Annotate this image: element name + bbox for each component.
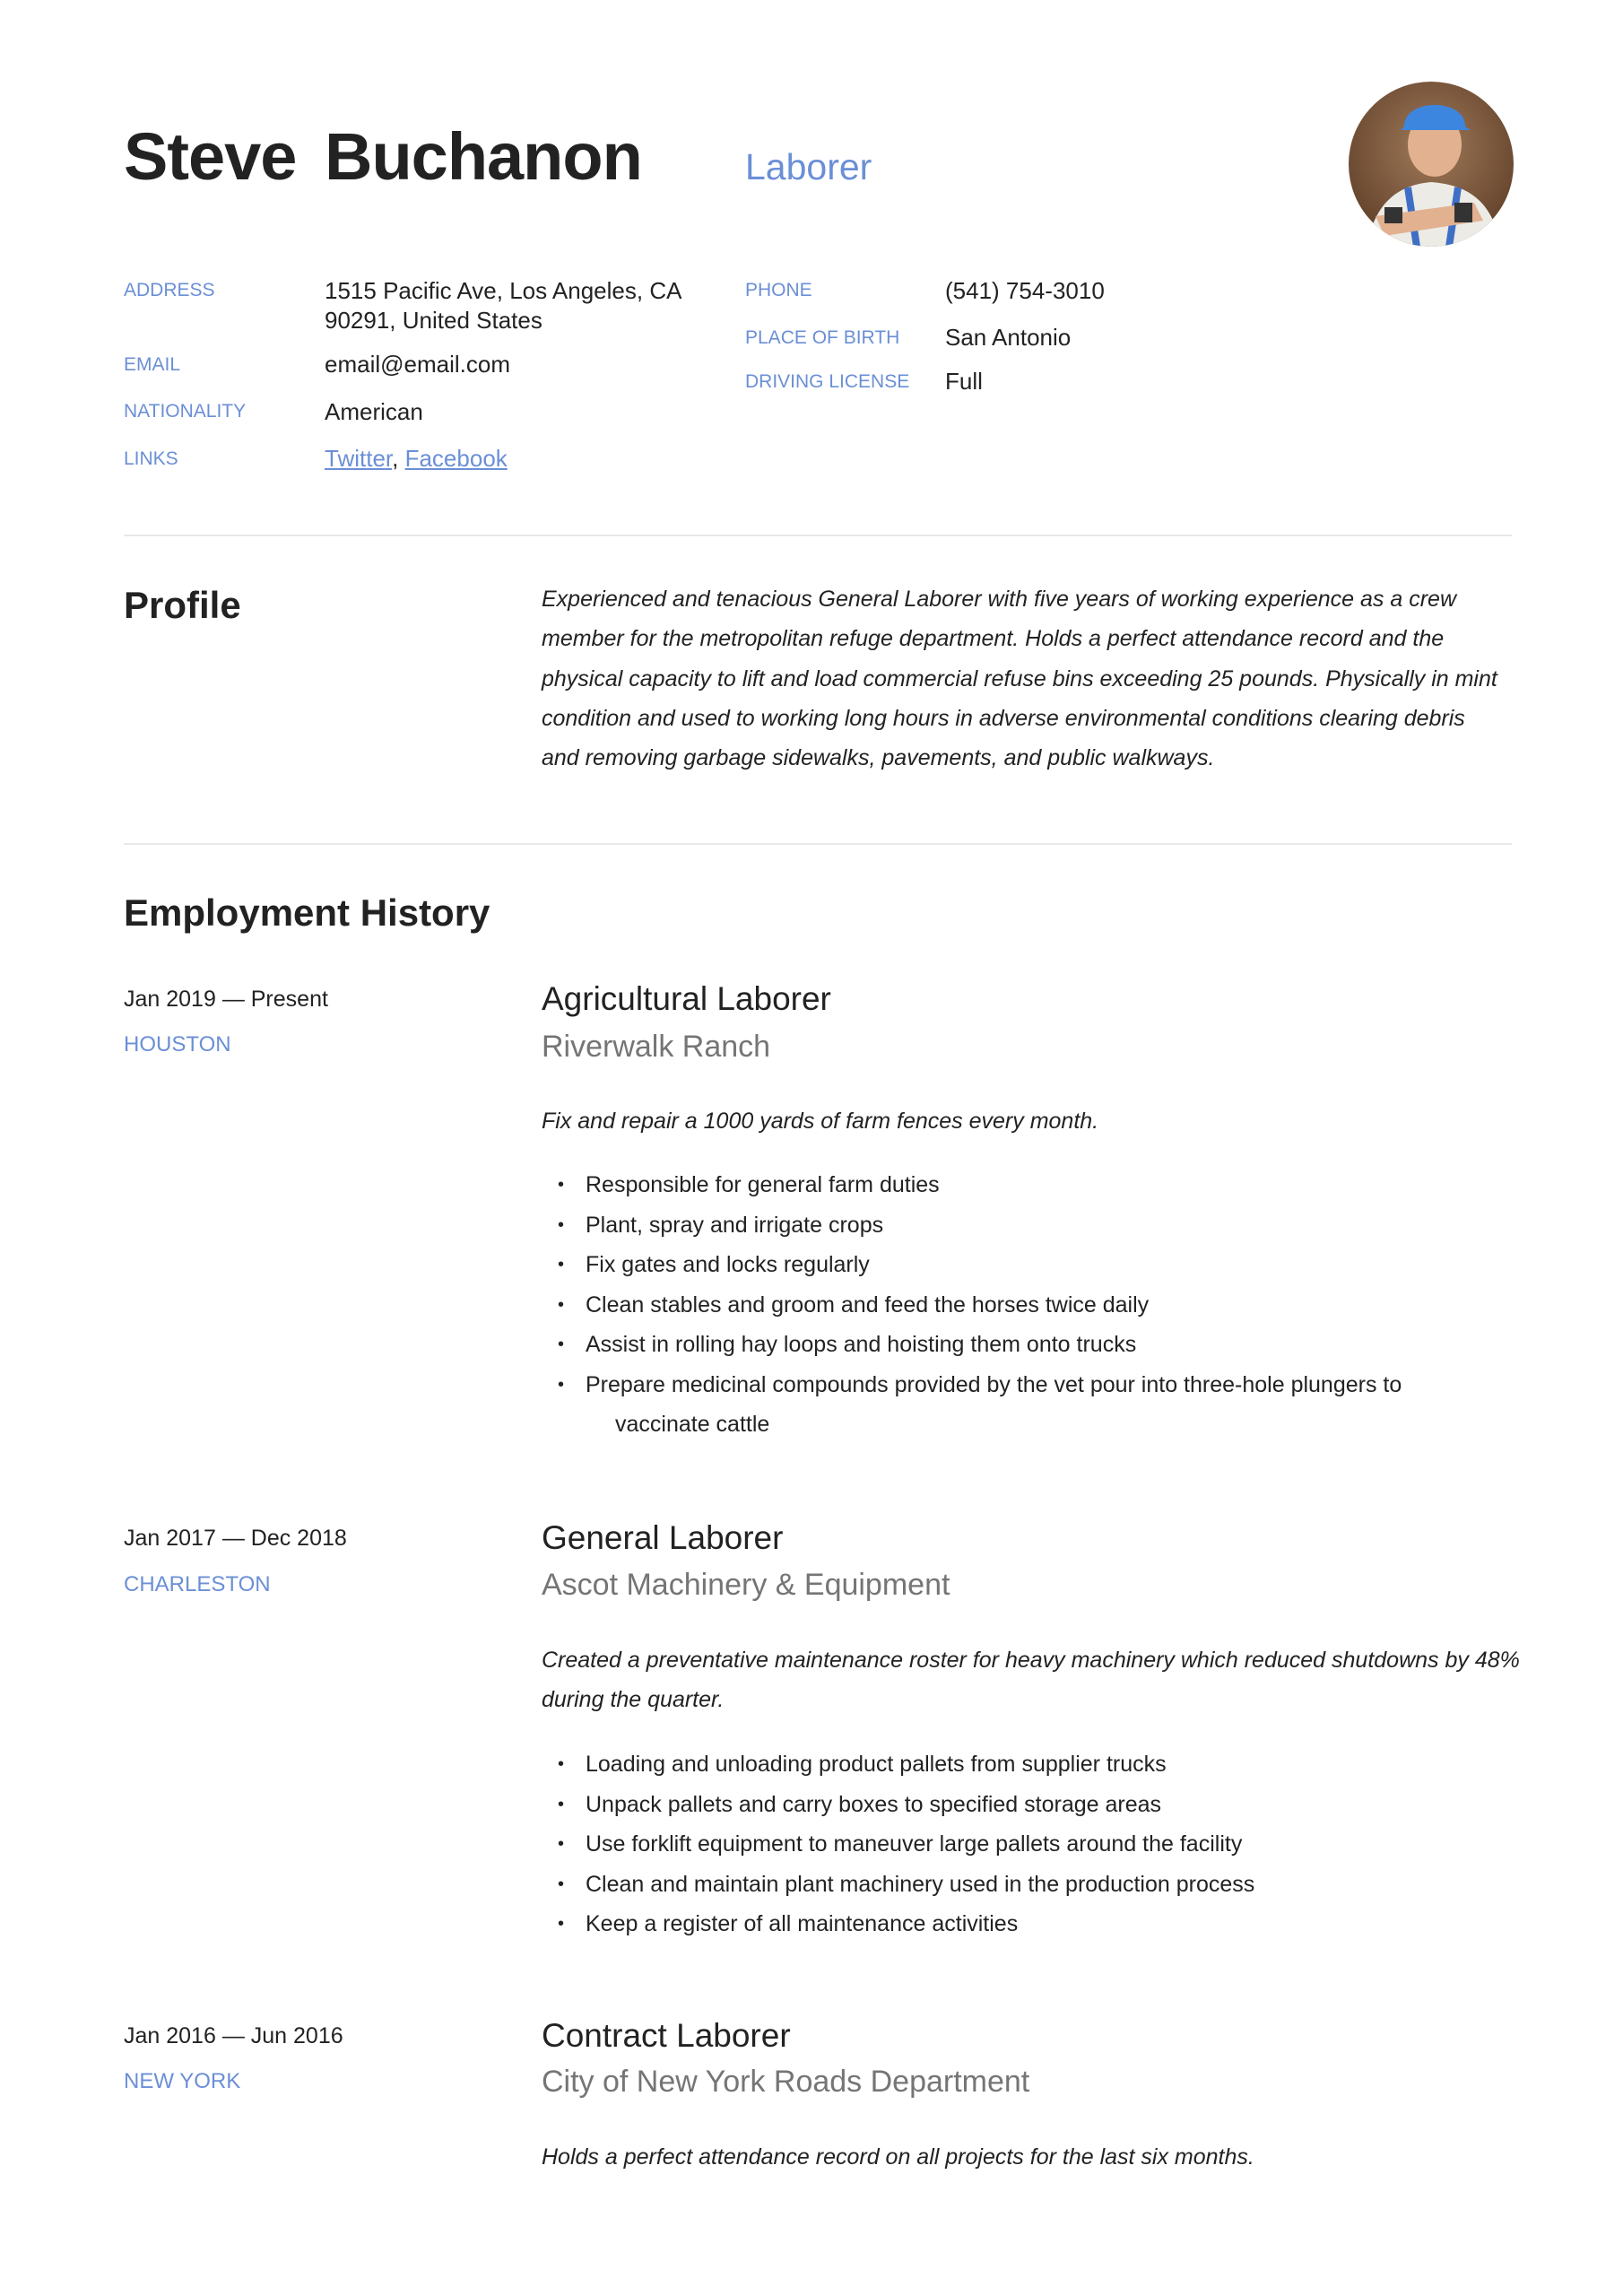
list-item — [542, 1285, 1402, 1326]
nationality-value: American — [325, 398, 423, 425]
twitter-link[interactable]: Twitter — [325, 445, 393, 472]
list-item-text: Loading and unloading product pallets from supplier trucks — [586, 1752, 1167, 1777]
bullet-icon: • — [558, 1794, 565, 1814]
job-description — [542, 1640, 1520, 1719]
job-bullets — [542, 1165, 1402, 1445]
list-item-text: Responsible for general farm duties — [586, 1172, 940, 1197]
list-item-text: Plant, spray and irrigate crops — [586, 1212, 884, 1238]
email-value: email@email.com — [325, 351, 510, 378]
list-item — [542, 1245, 1402, 1285]
job-description-line: Fix and repair a 1000 yards of farm fences every month. — [542, 1109, 1099, 1134]
bullet-icon: • — [558, 1374, 565, 1395]
divider — [124, 535, 1512, 536]
job-company: Ascot Machinery & Equipment — [542, 1568, 950, 1602]
job-dates: Jan 2017 — Dec 2018 — [124, 1526, 347, 1551]
candidate-name: Steve Buchanon — [124, 119, 642, 194]
bullet-icon: • — [558, 1834, 565, 1854]
address-line-2: 90291, United States — [325, 307, 542, 334]
profile-line: physical capacity to lift and load commercial refuse bins exceeding 25 pounds. Physically in mint — [542, 665, 1497, 691]
phone-label: PHONE — [745, 280, 812, 300]
bullet-icon: • — [558, 1914, 565, 1934]
bullet-icon: • — [558, 1754, 565, 1774]
list-item-text: Fix gates and locks regularly — [586, 1252, 870, 1277]
job-description — [542, 1101, 1098, 1141]
list-item-continuation: vaccinate cattle — [615, 1412, 770, 1437]
list-item-text: Assist in rolling hay loops and hoisting them onto trucks — [586, 1332, 1137, 1357]
list-item-text: Prepare medicinal compounds provided by the vet pour into three-hole plungers to — [586, 1371, 1402, 1397]
list-item-text: Use forklift equipment to maneuver large pallets around the facility — [586, 1831, 1243, 1857]
links-value — [325, 444, 508, 474]
list-item — [542, 1205, 1402, 1246]
bullet-icon: • — [558, 1294, 565, 1315]
bullet-icon: • — [558, 1874, 565, 1894]
bullet-icon: • — [558, 1214, 565, 1235]
employment-heading: Employment History — [124, 891, 490, 934]
profile-photo — [1349, 82, 1514, 247]
address-line-1: 1515 Pacific Ave, Los Angeles, CA — [325, 277, 682, 304]
job-company: City of New York Roads Department — [542, 2065, 1030, 2099]
list-item — [542, 1785, 1254, 1825]
list-item-text: Unpack pallets and carry boxes to specified storage areas — [586, 1791, 1162, 1817]
facebook-link[interactable]: Facebook — [404, 445, 508, 472]
profile-line: Experienced and tenacious General Laborer with five years of working experience as a crew — [542, 587, 1456, 612]
job-title: Agricultural Laborer — [542, 980, 831, 1017]
profile-heading: Profile — [124, 584, 241, 626]
list-item — [542, 1824, 1254, 1865]
place-of-birth-value: San Antonio — [945, 324, 1072, 351]
list-item — [542, 1865, 1254, 1905]
divider — [124, 843, 1512, 845]
list-item — [542, 1904, 1254, 1944]
job-description-line: during the quarter. — [542, 1687, 725, 1712]
phone-value: (541) 754-3010 — [945, 277, 1105, 304]
nationality-label: NATIONALITY — [124, 401, 247, 422]
job-dates: Jan 2019 — Present — [124, 987, 328, 1012]
job-dates: Jan 2016 — Jun 2016 — [124, 2023, 343, 2048]
job-city: HOUSTON — [124, 1032, 231, 1057]
email-label: EMAIL — [124, 354, 181, 375]
list-item — [542, 1325, 1402, 1365]
driving-license-value: Full — [945, 368, 983, 395]
bullet-icon: • — [558, 1255, 565, 1274]
list-item — [542, 1165, 1402, 1205]
list-item-text: Keep a register of all maintenance activities — [586, 1911, 1019, 1936]
bullet-icon: • — [558, 1175, 565, 1195]
job-title: Contract Laborer — [542, 2017, 791, 2054]
profile-text — [542, 579, 1497, 778]
job-title: General Laborer — [542, 1519, 784, 1556]
job-city: NEW YORK — [124, 2069, 241, 2093]
list-item — [542, 1365, 1402, 1445]
list-item — [542, 1744, 1254, 1785]
job-role: Laborer — [745, 146, 872, 187]
list-item-text: Clean stables and groom and feed the horses twice daily — [586, 1292, 1150, 1318]
profile-line: condition and used to working long hours in adverse environmental conditions clearing debris — [542, 705, 1465, 731]
job-description — [542, 2137, 1254, 2177]
job-description-line: Created a preventative maintenance roster for heavy machinery which reduced shutdowns by 48% — [542, 1648, 1520, 1673]
profile-line: member for the metropolitan refuge department. Holds a perfect attendance record and the — [542, 626, 1445, 652]
job-description-line: Holds a perfect attendance record on all projects for the last six months. — [542, 2144, 1254, 2170]
job-bullets — [542, 1744, 1254, 1944]
job-company: Riverwalk Ranch — [542, 1030, 771, 1064]
job-city: CHARLESTON — [124, 1572, 271, 1596]
bullet-icon: • — [558, 1335, 565, 1354]
driving-license-label: DRIVING LICENSE — [745, 371, 910, 392]
address-value — [325, 276, 681, 335]
place-of-birth-label: PLACE OF BIRTH — [745, 327, 900, 348]
links-label: LINKS — [124, 448, 178, 469]
profile-line: and removing garbage sidewalks, pavements, and public walkways. — [542, 745, 1215, 771]
links-separator: , — [392, 445, 405, 472]
list-item-text: Clean and maintain plant machinery used in the production process — [586, 1871, 1255, 1897]
address-label: ADDRESS — [124, 280, 215, 300]
